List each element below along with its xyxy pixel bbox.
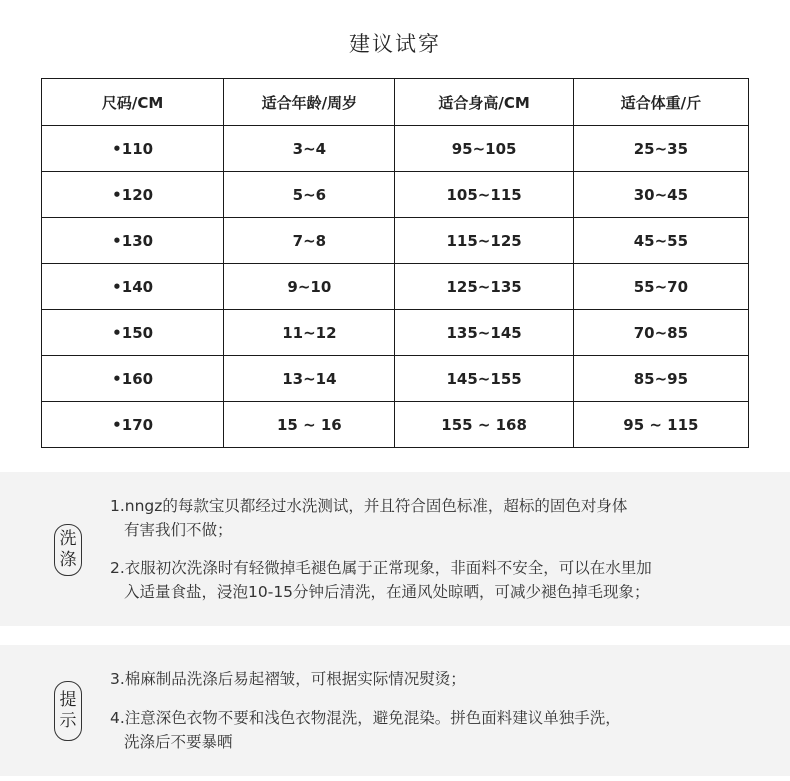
cell-weight: 85~95: [573, 356, 748, 402]
cell-age: 11~12: [224, 310, 395, 356]
cell-weight: 45~55: [573, 218, 748, 264]
tips-note-4: [110, 706, 750, 754]
washing-note-1: [110, 494, 750, 542]
tips-panel: [0, 645, 790, 776]
cell-age: 15 ~ 16: [224, 402, 395, 448]
badge-char: 提: [59, 690, 77, 710]
note-line: 有害我们不做；: [124, 521, 233, 539]
table-row: [42, 126, 749, 172]
cell-height: 95~105: [395, 126, 573, 172]
cell-size: •160: [42, 356, 224, 402]
cell-size: •140: [42, 264, 224, 310]
cell-size: •120: [42, 172, 224, 218]
cell-age: 3~4: [224, 126, 395, 172]
table-row: [42, 356, 749, 402]
badge-char: 示: [59, 711, 77, 731]
note-line: 入适量食盐，浸泡10-15分钟后清洗，在通风处晾晒，可减少褪色掉毛现象；: [124, 583, 650, 601]
table-row: [42, 218, 749, 264]
tips-badge: [54, 681, 82, 741]
cell-height: 105~115: [395, 172, 573, 218]
cell-age: 9~10: [224, 264, 395, 310]
table-row: [42, 402, 749, 448]
size-chart-table: [41, 78, 749, 448]
cell-size: •130: [42, 218, 224, 264]
note-line: 洗涤后不要暴晒: [124, 733, 233, 751]
table-row: [42, 172, 749, 218]
table-row: [42, 310, 749, 356]
header-height: 适合身高/CM: [395, 79, 573, 126]
cell-age: 5~6: [224, 172, 395, 218]
cell-weight: 30~45: [573, 172, 748, 218]
note-line: 1.nngz的每款宝贝都经过水洗测试，并且符合固色标准，超标的固色对身体: [110, 497, 628, 515]
cell-height: 145~155: [395, 356, 573, 402]
cell-weight: 70~85: [573, 310, 748, 356]
note-line: 3.棉麻制品洗涤后易起褶皱，可根据实际情况熨烫；: [110, 670, 466, 688]
cell-age: 7~8: [224, 218, 395, 264]
badge-char: 涤: [59, 550, 77, 570]
tips-note-3: [110, 667, 750, 691]
cell-age: 13~14: [224, 356, 395, 402]
page-title: 建议试穿: [349, 32, 441, 56]
header-age: 适合年龄/周岁: [224, 79, 395, 126]
cell-weight: 95 ~ 115: [573, 402, 748, 448]
cell-height: 155 ~ 168: [395, 402, 573, 448]
cell-weight: 55~70: [573, 264, 748, 310]
cell-size: •150: [42, 310, 224, 356]
cell-weight: 25~35: [573, 126, 748, 172]
note-line: 2.衣服初次洗涤时有轻微掉毛褪色属于正常现象，非面料不安全，可以在水里加: [110, 559, 652, 577]
cell-size: •170: [42, 402, 224, 448]
cell-height: 135~145: [395, 310, 573, 356]
cell-height: 115~125: [395, 218, 573, 264]
header-weight: 适合体重/斤: [573, 79, 748, 126]
washing-badge: [54, 524, 82, 576]
washing-panel: [0, 472, 790, 626]
table-header-row: [42, 79, 749, 126]
cell-size: •110: [42, 126, 224, 172]
cell-height: 125~135: [395, 264, 573, 310]
table-row: [42, 264, 749, 310]
header-size: 尺码/CM: [42, 79, 224, 126]
washing-note-2: [110, 556, 750, 604]
badge-char: 洗: [59, 529, 77, 549]
note-line: 4.注意深色衣物不要和浅色衣物混洗，避免混染。拼色面料建议单独手洗，: [110, 709, 621, 727]
